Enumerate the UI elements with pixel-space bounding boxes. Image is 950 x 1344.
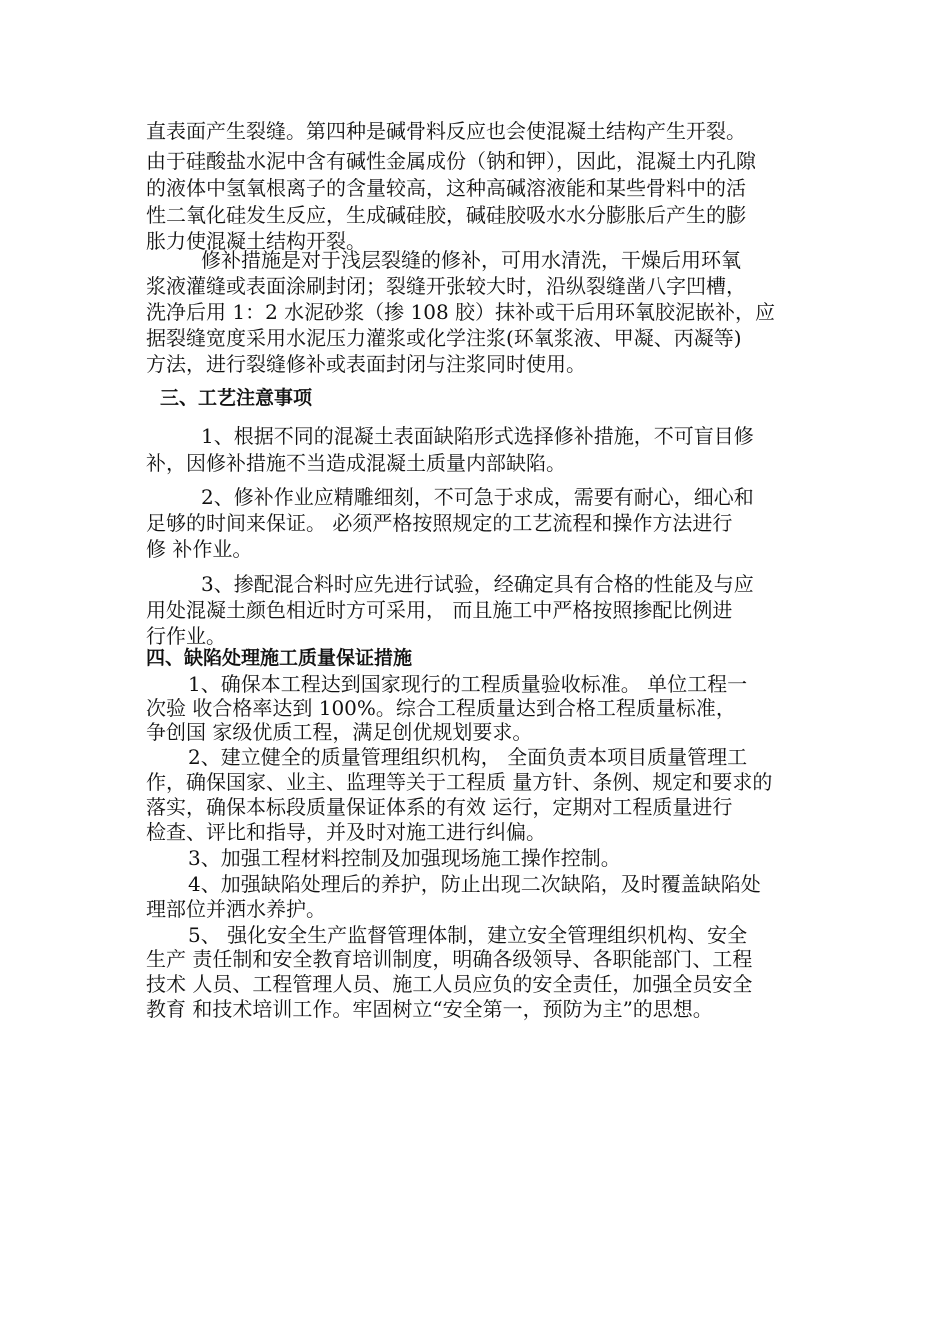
paragraph-line: 修补措施是对于浅层裂缝的修补，可用水清洗，干燥后用环氧: [201, 248, 741, 272]
paragraph-line: 检查、评比和指导，并及时对施工进行纠偏。: [146, 820, 546, 844]
paragraph-line: 争创国 家级优质工程，满足创优规划要求。: [146, 720, 533, 744]
paragraph-line: 足够的时间来保证。 必须严格按照规定的工艺流程和操作方法进行: [146, 511, 733, 535]
paragraph-line: 行作业。: [146, 624, 226, 648]
paragraph-line: 次验 收合格率达到 100%。综合工程质量达到合格工程质量标准，: [146, 696, 736, 720]
paragraph-line: 洗净后用 1：2 水泥砂浆（掺 108 胶）抹补或干后用环氧胶泥嵌补，应: [146, 300, 776, 324]
paragraph-line: 教育 和技术培训工作。牢固树立“安全第一，预防为主”的思想。: [146, 997, 713, 1021]
paragraph-line: 5、 强化安全生产监督管理体制，建立安全管理组织机构、安全: [188, 923, 748, 947]
section-heading: 三、工艺注意事项: [160, 387, 313, 409]
paragraph-line: 性二氧化硅发生反应，生成碱硅胶，碱硅胶吸水水分膨胀后产生的膨: [146, 203, 746, 227]
paragraph-line: 3、掺配混合料时应先进行试验，经确定具有合格的性能及与应: [201, 572, 754, 596]
paragraph-line: 落实，确保本标段质量保证体系的有效 运行，定期对工程质量进行: [146, 795, 733, 819]
paragraph-line: 4、加强缺陷处理后的养护，防止出现二次缺陷，及时覆盖缺陷处: [188, 872, 761, 896]
paragraph-line: 补，因修补措施不当造成混凝土质量内部缺陷。: [146, 451, 566, 475]
paragraph-line: 生产 责任制和安全教育培训制度，明确各级领导、各职能部门、工程: [146, 947, 753, 971]
paragraph-line: 用处混凝土颜色相近时方可采用， 而且施工中严格按照掺配比例进: [146, 598, 733, 622]
paragraph-line: 由于硅酸盐水泥中含有碱性金属成份（钠和钾），因此，混凝土内孔隙: [146, 149, 756, 173]
paragraph-line: 作，确保国家、业主、监理等关于工程质 量方针、条例、规定和要求的: [146, 770, 773, 794]
paragraph-line: 修 补作业。: [146, 537, 253, 561]
paragraph-line: 技术 人员、工程管理人员、施工人员应负的安全责任，加强全员安全: [146, 972, 753, 996]
paragraph-line: 据裂缝宽度采用水泥压力灌浆或化学注浆(环氧浆液、甲凝、丙凝等): [146, 326, 742, 350]
paragraph-line: 浆液灌缝或表面涂刷封闭；裂缝开张较大时，沿纵裂缝凿八字凹槽，: [146, 274, 746, 298]
paragraph-line: 胀力使混凝土结构开裂。: [146, 229, 366, 253]
paragraph-line: 方法，进行裂缝修补或表面封闭与注浆同时使用。: [146, 352, 586, 376]
section-heading: 四、缺陷处理施工质量保证措施: [146, 647, 413, 669]
paragraph-line: 2、建立健全的质量管理组织机构， 全面负责本项目质量管理工: [188, 745, 748, 769]
paragraph-line: 1、根据不同的混凝土表面缺陷形式选择修补措施，不可盲目修: [201, 424, 754, 448]
paragraph-line: 直表面产生裂缝。第四种是碱骨料反应也会使混凝土结构产生开裂。: [146, 119, 746, 143]
paragraph-line: 2、修补作业应精雕细刻，不可急于求成，需要有耐心，细心和: [201, 485, 754, 509]
paragraph-line: 理部位并洒水养护。: [146, 897, 326, 921]
paragraph-line: 的液体中氢氧根离子的含量较高，这种高碱溶液能和某些骨料中的活: [146, 176, 746, 200]
paragraph-line: 3、加强工程材料控制及加强现场施工操作控制。: [188, 846, 621, 870]
paragraph-line: 1、确保本工程达到国家现行的工程质量验收标准。 单位工程一: [188, 672, 748, 696]
